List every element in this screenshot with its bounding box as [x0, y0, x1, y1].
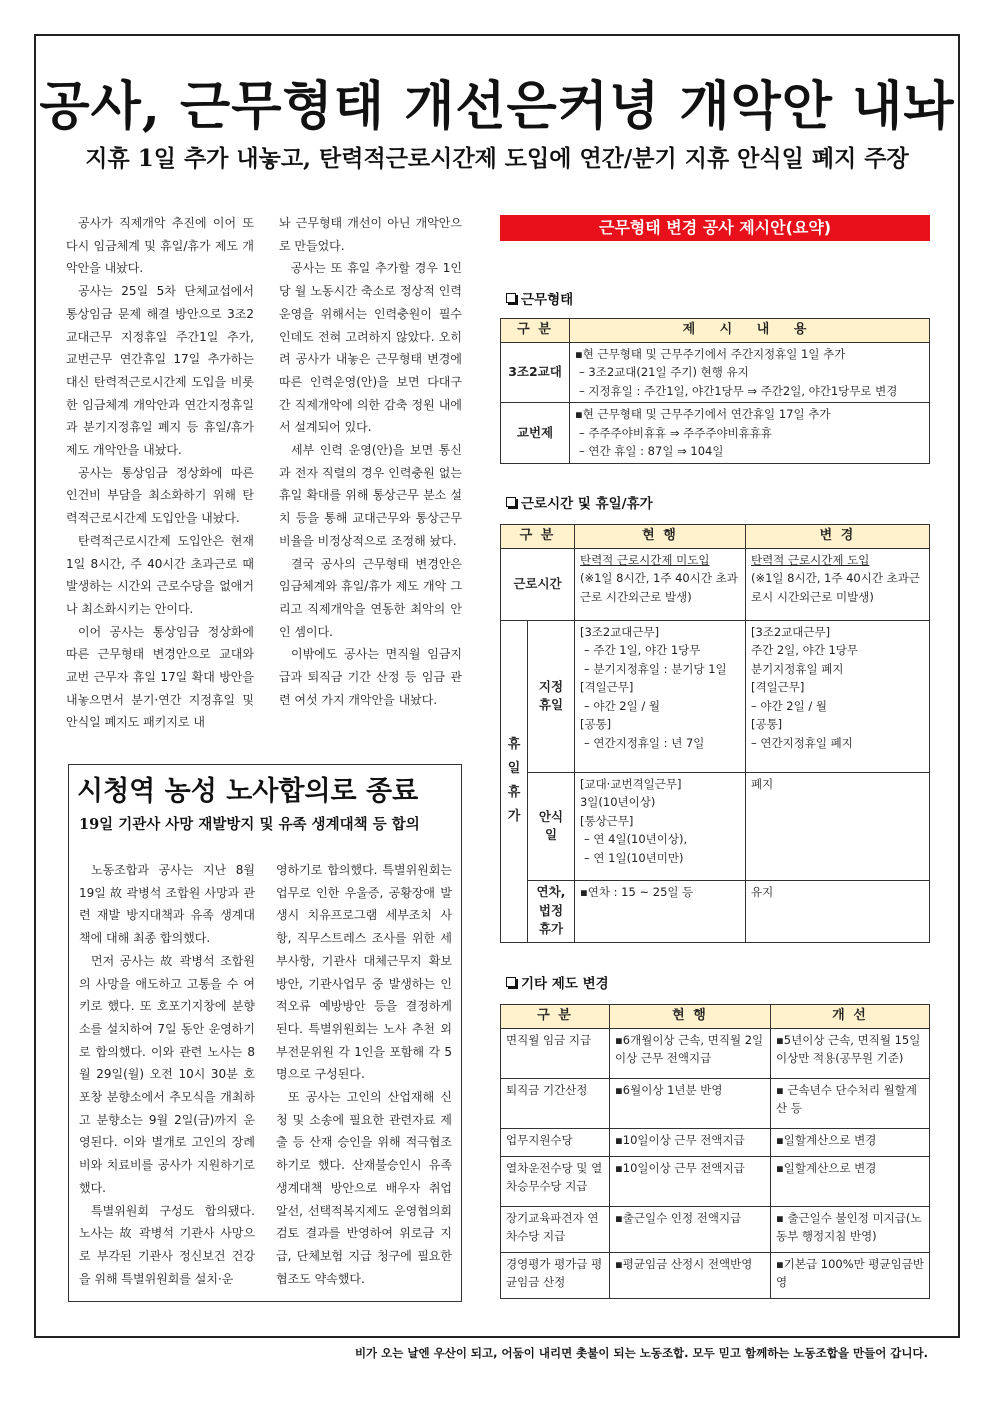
checkbox-bullet-icon — [506, 977, 516, 987]
article1-right-column — [279, 212, 462, 711]
table-header: 구 분 — [501, 1005, 610, 1029]
table-header: 제 시 내 용 — [570, 319, 930, 343]
footer-slogan: 비가 오는 날엔 우산이 되고, 어둠이 내리면 촛불이 되는 노동조합. 모두 믿고 함께하는 노동조합을 만들어 갑니다. — [354, 1346, 928, 1360]
table-cell: ▪ 근속년수 단수처리 월할계산 등 — [771, 1078, 930, 1128]
paragraph: 이밖에도 공사는 면직월 임금지급과 퇴직금 기간 산정 등 임금 관련 여섯 가지 개악안을 내놨다. — [279, 647, 462, 707]
paragraph: 특별위원회 구성도 합의됐다. 노사는 故 곽병석 기관사 사망으로 부각된 기관사 정신보건 건강을 위해 특별위원회를 설치·운 — [79, 1203, 255, 1286]
article2-right-column — [276, 859, 452, 1290]
table-cell: ▪6개월이상 근속, 면직월 2일이상 근무 전액지급 — [610, 1028, 771, 1078]
article2-box — [68, 764, 462, 1302]
table-cell: ▪현 근무형태 및 근무주기에서 주간지정휴일 1일 추가 – 3조2교대(21일 주기) 현행 유지 – 지정휴일 : 주간1일, 야간1당무 ⇒ 주간2일, 야간1당무로 변경 — [570, 342, 930, 403]
section-heading-worktime: 근로시간 및 휴일/휴가 — [506, 492, 653, 512]
table-header: 현 행 — [574, 525, 745, 549]
row-label: 장기교육파견자 연차수당 지급 — [501, 1206, 610, 1252]
vertical-label-holiday: 휴 일 휴 가 — [501, 620, 528, 942]
table-cell: ▪연차 : 15 ~ 25일 등 — [574, 880, 745, 942]
paragraph: 탄력적근로시간제 도입안은 현재 1일 8시간, 주 40시간 초과근로 때 발생하는 시간외 근로수당을 없애거나 최소화시키는 안이다. — [66, 533, 254, 616]
table-cell: ▪일할계산으로 변경 — [771, 1156, 930, 1206]
headline: 공사, 근무형태 개선은커녕 개악안 내놔 — [39, 76, 955, 137]
worktype-table — [500, 318, 930, 464]
table-cell: [교대·교번격일근무] 3일(10년이상) [통상근무] – 연 4일(10년이상), – 연 1일(10년미만) — [574, 772, 745, 880]
row-label: 경영평가 평가급 평균임금 산정 — [501, 1252, 610, 1298]
row-label: 면직월 임금 지급 — [501, 1028, 610, 1078]
table-cell: 탄력적 근로시간제 미도입 (※1일 8시간, 1주 40시간 초과근로 시간외근로 발생) — [574, 548, 745, 620]
paragraph: 공사는 또 휴일 추가할 경우 1인당 월 노동시간 축소로 정상적 인력운영을 위해서는 인력충원이 필수인데도 전혀 고려하지 않았다. 오히려 공사가 내놓은 근무형태 변경에 따른 인력운영(안)을 보면 다대구간 직제개악에 의한 감축 정원 내에서 설계되어 있다. — [279, 261, 462, 435]
row-label: 연차, 법정 휴가 — [528, 880, 575, 942]
checkbox-bullet-icon — [506, 293, 516, 303]
table-cell: ▪일할계산으로 변경 — [771, 1128, 930, 1156]
section-heading-worktype: 근무형태 — [506, 288, 573, 308]
table-header: 개 선 — [771, 1005, 930, 1029]
paragraph: 이어 공사는 통상임금 정상화에 따른 근무형태 변경안으로 교대와 교번 근무자 휴일 17일 확대 방안을 내놓으면서 분기·연간 지정휴일 및 안식일 폐지도 패키지로 내 — [66, 624, 254, 730]
paragraph: 결국 공사의 근무형태 변경안은 임금체계와 휴일/휴가 제도 개악 그리고 직제개악을 연동한 최악의 안인 셈이다. — [279, 556, 462, 639]
worktime-holiday-table — [500, 524, 930, 943]
article1-left-column — [66, 212, 254, 734]
table-header: 구 분 — [501, 525, 575, 549]
paragraph: 영하기로 합의했다. 특별위원회는 업무로 인한 우울증, 공황장애 발생시 치유프로그램 세부조치 사항, 직무스트레스 조사를 위한 세부사항, 기관사 대체근무지 확보 방안, 기관사업무 중 발생하는 인적오류 예방방안 등을 결정하게 된다. 특별위원회는 노사 추천 외부전문위원 각 1인을 포함해 각 5명으로 구성된다. — [276, 863, 452, 1082]
paragraph: 공사는 통상임금 정상화에 따른 인건비 부담을 최소화하기 위해 탄력적근로시간제 도입안을 내놨다. — [66, 465, 254, 526]
table-cell: ▪출근일수 인정 전액지급 — [610, 1206, 771, 1252]
row-label: 근로시간 — [501, 548, 575, 620]
table-cell: 탄력적 근로시간제 도입 (※1일 8시간, 1주 40시간 초과근로시 시간외근로 미발생) — [745, 548, 929, 620]
table-cell: [3조2교대근무] 주간 2일, 야간 1당무 분기지정휴일 폐지 [격일근무] – 야간 2일 / 월 [공통] – 연간지정휴일 폐지 — [745, 620, 929, 772]
checkbox-bullet-icon — [506, 497, 516, 507]
table-cell: ▪현 근무형태 및 근무주기에서 연간휴일 17일 추가 – 주주주야비휴휴 ⇒ 주주주야비휴휴휴 – 연간 휴일 : 87일 ⇒ 104일 — [570, 403, 930, 464]
row-label: 퇴직금 기간산정 — [501, 1078, 610, 1128]
article2-title: 시청역 농성 노사합의로 종료 — [77, 776, 419, 807]
subheadline: 지휴 1일 추가 내놓고, 탄력적근로시간제 도입에 연간/분기 지휴 안식일 폐지 주장 — [85, 145, 909, 172]
table-cell: [3조2교대근무] – 주간 1일, 야간 1당무 – 분기지정휴일 : 분기당 1일 [격일근무] – 야간 2일 / 월 [공통] – 연간지정휴일 : 년 7일 — [574, 620, 745, 772]
paragraph: 또 공사는 고인의 산업재해 신청 및 소송에 필요한 관련자료 제출 등 산재 승인을 위해 적극협조하기로 했다. 산재불승인시 유족생계대책 방안으로 배우자 취업 알선, 선택적복지제도 운영협의회 검토 결과를 반영하여 위로금 지급, 단체보험 지급 청구에 필요한 협조도 약속했다. — [276, 1090, 452, 1286]
table-cell: ▪5년이상 근속, 면직월 15일이상만 적용(공무원 기준) — [771, 1028, 930, 1078]
article2-subtitle: 19일 기관사 사망 재발방지 및 유족 생계대책 등 합의 — [79, 816, 420, 833]
table-header: 구 분 — [501, 319, 570, 343]
section-heading-other: 기타 제도 변경 — [506, 972, 609, 992]
table-header: 변 경 — [745, 525, 929, 549]
article2-left-column — [79, 859, 255, 1290]
table-cell: ▪기본급 100%만 평균임금반영 — [771, 1252, 930, 1298]
paragraph: 공사는 25일 5차 단체교섭에서 통상임금 문제 해결 방안으로 3조2교대근무 지정휴일 주간1일 추가, 교번근무 연간휴일 17일 추가하는 대신 탄력적근로시간제 도입을 비롯한 임금체계 개악안과 연간지정휴일과 분기지정휴일 폐지 등 휴일/휴가제도 개악안을 내놨다. — [66, 284, 254, 458]
paragraph: 세부 인력 운영(안)을 보면 통신과 전자 직렬의 경우 인력충원 없는 휴일 확대를 위해 통상근무 분소 설치 등을 통해 교대근무와 통상근무 비율을 비정상적으로 조정해 놨다. — [279, 443, 462, 548]
other-system-table — [500, 1004, 930, 1299]
paragraph: 놔 근무형태 개선이 아닌 개악안으로 만들었다. — [279, 216, 462, 253]
row-label: 업무지원수당 — [501, 1128, 610, 1156]
row-label: 안식일 — [528, 772, 575, 880]
row-label: 3조2교대 — [501, 342, 570, 403]
row-label: 열차운전수당 및 열차승무수당 지급 — [501, 1156, 610, 1206]
row-label: 지정 휴일 — [528, 620, 575, 772]
page-frame — [34, 34, 960, 1338]
table-cell: ▪10일이상 근무 전액지급 — [610, 1128, 771, 1156]
paragraph: 노동조합과 공사는 지난 8월 19일 故 곽병석 조합원 사망과 관련 재발 방지대책과 유족 생계대책에 대해 최종 합의했다. — [79, 863, 255, 946]
table-header: 현 행 — [610, 1005, 771, 1029]
table-cell: 유지 — [745, 880, 929, 942]
summary-title-bar: 근무형태 변경 공사 제시안(요약) — [500, 215, 930, 241]
paragraph: 공사가 직제개악 추진에 이어 또 다시 임금체계 및 휴일/휴가 제도 개악안을 내놨다. — [66, 216, 254, 276]
table-cell: 폐지 — [745, 772, 929, 880]
table-cell: ▪평균임금 산정시 전액반영 — [610, 1252, 771, 1298]
row-label: 교번제 — [501, 403, 570, 464]
table-cell: ▪6월이상 1년분 반영 — [610, 1078, 771, 1128]
table-cell: ▪10일이상 근무 전액지급 — [610, 1156, 771, 1206]
table-cell: ▪ 출근일수 불인정 미지급(노동부 행정지침 반영) — [771, 1206, 930, 1252]
paragraph: 먼저 공사는 故 곽병석 조합원의 사망을 애도하고 고통을 수 여키로 했다. 또 호포기지창에 분향소를 설치하여 7일 동안 운영하기로 합의했다. 이와 관련 노사는 8월 29일(월) 오전 10시 30분 호포창 분향소에서 추모식을 개최하고 분향소는 9월 2일(금)까지 운영된다. 이와 별개로 고인의 장례비와 치료비를 공사가 지원하기로 했다. — [79, 953, 255, 1195]
